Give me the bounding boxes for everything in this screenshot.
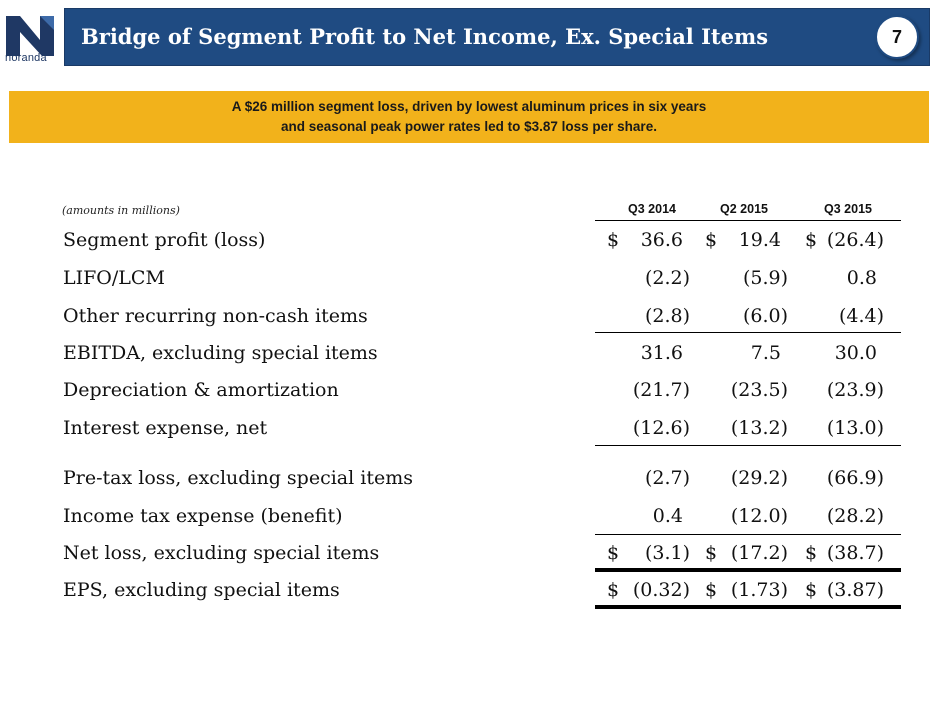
- subtotal-rule-3: [595, 534, 901, 535]
- value-cell-col1: 31.6: [640, 342, 683, 364]
- row-label: Depreciation & amortization: [63, 379, 339, 401]
- row-label: EPS, excluding special items: [63, 579, 340, 601]
- units-note: (amounts in millions): [62, 204, 180, 217]
- banner-line-1: A $26 million segment loss, driven by lowest aluminum prices in six years: [231, 99, 707, 114]
- subtotal-rule-1: [595, 332, 901, 333]
- dollar-sign: $: [607, 579, 620, 601]
- value-cell-col3: 30.0: [834, 342, 877, 364]
- page-title: Bridge of Segment Profit to Net Income, Ex. Special Items: [81, 24, 769, 49]
- table-row: [0, 342, 940, 372]
- table-row: [0, 417, 940, 447]
- value-cell-col2: (5.9): [742, 267, 788, 289]
- value-cell-col2: (17.2): [730, 542, 788, 564]
- row-label: Income tax expense (benefit): [63, 505, 343, 527]
- row-label: Net loss, excluding special items: [63, 542, 380, 564]
- value-cell-col3: 0.8: [846, 267, 877, 289]
- dollar-sign: $: [805, 229, 818, 251]
- double-rule-net-loss: [595, 568, 901, 572]
- row-label: EBITDA, excluding special items: [63, 342, 378, 364]
- double-rule-eps: [595, 605, 901, 609]
- table-row: [0, 229, 940, 259]
- value-cell-col3: (26.4): [826, 229, 884, 251]
- value-cell-col1: (12.6): [632, 417, 690, 439]
- row-label: Other recurring non-cash items: [63, 305, 368, 327]
- row-label: Pre-tax loss, excluding special items: [63, 467, 413, 489]
- row-label: LIFO/LCM: [63, 267, 165, 289]
- dollar-sign: $: [607, 542, 620, 564]
- value-cell-col1: (21.7): [632, 379, 690, 401]
- column-header-q2-2015: Q2 2015: [720, 202, 768, 216]
- value-cell-col2: (1.73): [730, 579, 788, 601]
- row-label: Interest expense, net: [63, 417, 268, 439]
- table-row: [0, 305, 940, 335]
- table-row: [0, 267, 940, 297]
- logo-text: noranda: [5, 52, 47, 64]
- dollar-sign: $: [705, 542, 718, 564]
- value-cell-col3: (13.0): [826, 417, 884, 439]
- subtotal-rule-2: [595, 445, 901, 446]
- value-cell-col1: (2.8): [644, 305, 690, 327]
- page-number-badge: 7: [875, 15, 919, 59]
- value-cell-col2: (13.2): [730, 417, 788, 439]
- row-label: Segment profit (loss): [63, 229, 266, 251]
- value-cell-col1: (3.1): [644, 542, 690, 564]
- column-header-q3-2014: Q3 2014: [628, 202, 676, 216]
- value-cell-col2: 7.5: [750, 342, 781, 364]
- dollar-sign: $: [805, 579, 818, 601]
- table-row: [0, 467, 940, 497]
- table-row: [0, 379, 940, 409]
- value-cell-col2: (23.5): [730, 379, 788, 401]
- value-cell-col1: 0.4: [652, 505, 683, 527]
- value-cell-col3: (66.9): [826, 467, 884, 489]
- value-cell-col2: (6.0): [742, 305, 788, 327]
- table-row: [0, 505, 940, 535]
- value-cell-col3: (3.87): [826, 579, 884, 601]
- dollar-sign: $: [705, 229, 718, 251]
- value-cell-col1: 36.6: [640, 229, 683, 251]
- value-cell-col1: (2.2): [644, 267, 690, 289]
- value-cell-col3: (4.4): [838, 305, 884, 327]
- title-bar: [64, 8, 930, 66]
- value-cell-col1: (0.32): [632, 579, 690, 601]
- value-cell-col3: (23.9): [826, 379, 884, 401]
- value-cell-col2: 19.4: [738, 229, 781, 251]
- highlight-banner: [9, 91, 929, 143]
- value-cell-col1: (2.7): [644, 467, 690, 489]
- value-cell-col3: (28.2): [826, 505, 884, 527]
- value-cell-col3: (38.7): [826, 542, 884, 564]
- value-cell-col2: (12.0): [730, 505, 788, 527]
- dollar-sign: $: [705, 579, 718, 601]
- value-cell-col2: (29.2): [730, 467, 788, 489]
- dollar-sign: $: [607, 229, 620, 251]
- banner-line-2: and seasonal peak power rates led to $3.87 loss per share.: [281, 119, 657, 134]
- column-header-q3-2015: Q3 2015: [824, 202, 872, 216]
- dollar-sign: $: [805, 542, 818, 564]
- header-rule: [595, 220, 901, 221]
